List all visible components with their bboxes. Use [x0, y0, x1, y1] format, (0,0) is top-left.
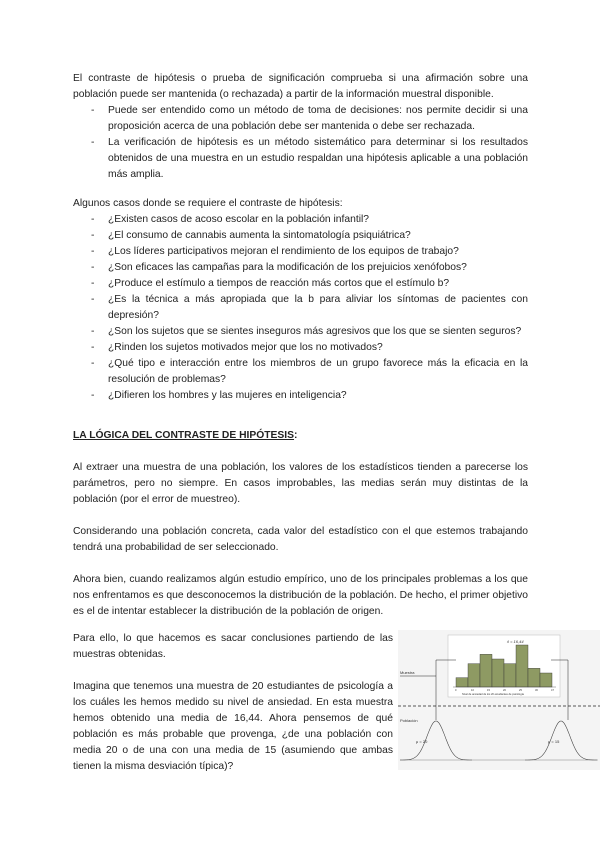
list-item: - ¿Los líderes participativos mejoran el rendimiento de los equipos de trabajo?	[91, 246, 459, 257]
intro-bullet-list	[91, 103, 528, 183]
sampling-figure-svg	[398, 630, 600, 770]
list-item: - ¿Son eficaces las campañas para la modificación de los prejuicios xenófobos?	[91, 262, 467, 273]
histogram-tick-label: 47	[551, 689, 554, 692]
cases-list	[91, 212, 528, 404]
muestra-label: Muestra	[400, 670, 415, 675]
logic-paragraph-4: Para ello, lo que hacemos es sacar conclusiones partiendo de las muestras obtenidas.	[73, 633, 393, 660]
list-item: - ¿El consumo de cannabis aumenta la sintomatología psiquiátrica?	[91, 230, 411, 241]
histogram-tick-label: 25	[519, 689, 522, 692]
logic-paragraph-2: Considerando una población concreta, cada valor del estadístico con el que estemos trabajando tendrá una probabilidad de ser seleccionado.	[73, 526, 528, 553]
list-item: - ¿Existen casos de acoso escolar en la población infantil?	[91, 214, 370, 225]
logic-paragraph-3: Ahora bien, cuando realizamos algún estudio empírico, uno de los principales problemas a los que nos enfrentamos es que desconocemos la distribución de la población. De hecho, el primer objetivo es el de intentar establecer la distribución de la población de origen.	[73, 574, 528, 617]
list-item: - La verificación de hipótesis es un método sistemático para determinar si los resultados obtenidos de una muestra en un estudio respaldan una hipótesis aplicable a una población más amplia.	[91, 137, 528, 180]
histogram-tick-label: 20	[503, 689, 506, 692]
histogram-bar	[528, 668, 540, 687]
list-item: - ¿Son los sujetos que se sientes inseguros más agresivos que los que se sienten seguros?	[91, 326, 522, 337]
histogram-bar	[540, 673, 552, 687]
histogram-tick-label: 15	[487, 689, 490, 692]
poblacion-label: Población	[400, 718, 418, 723]
xbar-label: x̄ = 16,44	[507, 639, 524, 644]
histogram-bar	[480, 654, 492, 687]
mu-right-label: μ = 15	[548, 739, 560, 744]
list-item: - ¿Qué tipo e interacción entre los miembros de un grupo favorece más la eficacia en la resolución de problemas?	[91, 358, 528, 385]
intro-paragraph: El contraste de hipótesis o prueba de significación comprueba si una afirmación sobre una población puede ser mantenida (o rechazada) a partir de la información muestral disponible.	[73, 73, 528, 100]
histogram-bar	[492, 659, 504, 687]
histogram-tick-label: 30	[535, 689, 538, 692]
histogram-caption: Nivel de ansiedad de los 20 estudiantes de psicología	[462, 693, 524, 696]
histogram-bar	[456, 678, 468, 687]
histogram-tick-label: 0	[455, 689, 457, 692]
histogram-bar	[504, 664, 516, 687]
mu-left-label: μ = 20	[416, 739, 428, 744]
list-item: - ¿Rinden los sujetos motivados mejor que los no motivados?	[91, 342, 383, 353]
histogram-bar	[468, 664, 480, 687]
list-item: - Puede ser entendido como un método de toma de decisiones: nos permite decidir si una proposición acerca de una población debe ser mantenida o debe ser rechazada.	[91, 105, 528, 132]
logic-paragraph-1: Al extraer una muestra de una población, los valores de los estadísticos tienden a parecerse los parámetros, pero no siempre. En casos improbables, las medias serán muy distintas de la población (por el error de muestreo).	[73, 462, 528, 505]
logic-paragraph-5: Imagina que tenemos una muestra de 20 estudiantes de psicología a los cuáles les hemos medido su nivel de ansiedad. En esta muestra hemos obtenido una media de 16,44. Ahora pensemos de qué población es más probable que provenga, ¿de una población con media 20 o de una con una media de 15 (asumiendo que ambas tienen la misma desviación típica)?	[73, 681, 393, 772]
section-heading: LA LÓGICA DEL CONTRASTE DE HIPÓTESIS:	[73, 430, 298, 441]
histogram-bar	[516, 645, 528, 687]
histogram-tick-label: 10	[471, 689, 474, 692]
list-item: - ¿Difieren los hombres y las mujeres en inteligencia?	[91, 390, 347, 401]
list-item: - ¿Es la técnica a más apropiada que la b para aliviar los síntomas de pacientes con depresión?	[91, 294, 528, 321]
list-item: - ¿Produce el estímulo a tiempos de reacción más cortos que el estímulo b?	[91, 278, 450, 289]
sampling-figure	[398, 630, 600, 770]
cases-paragraph: Algunos casos donde se requiere el contraste de hipótesis:	[73, 198, 343, 209]
